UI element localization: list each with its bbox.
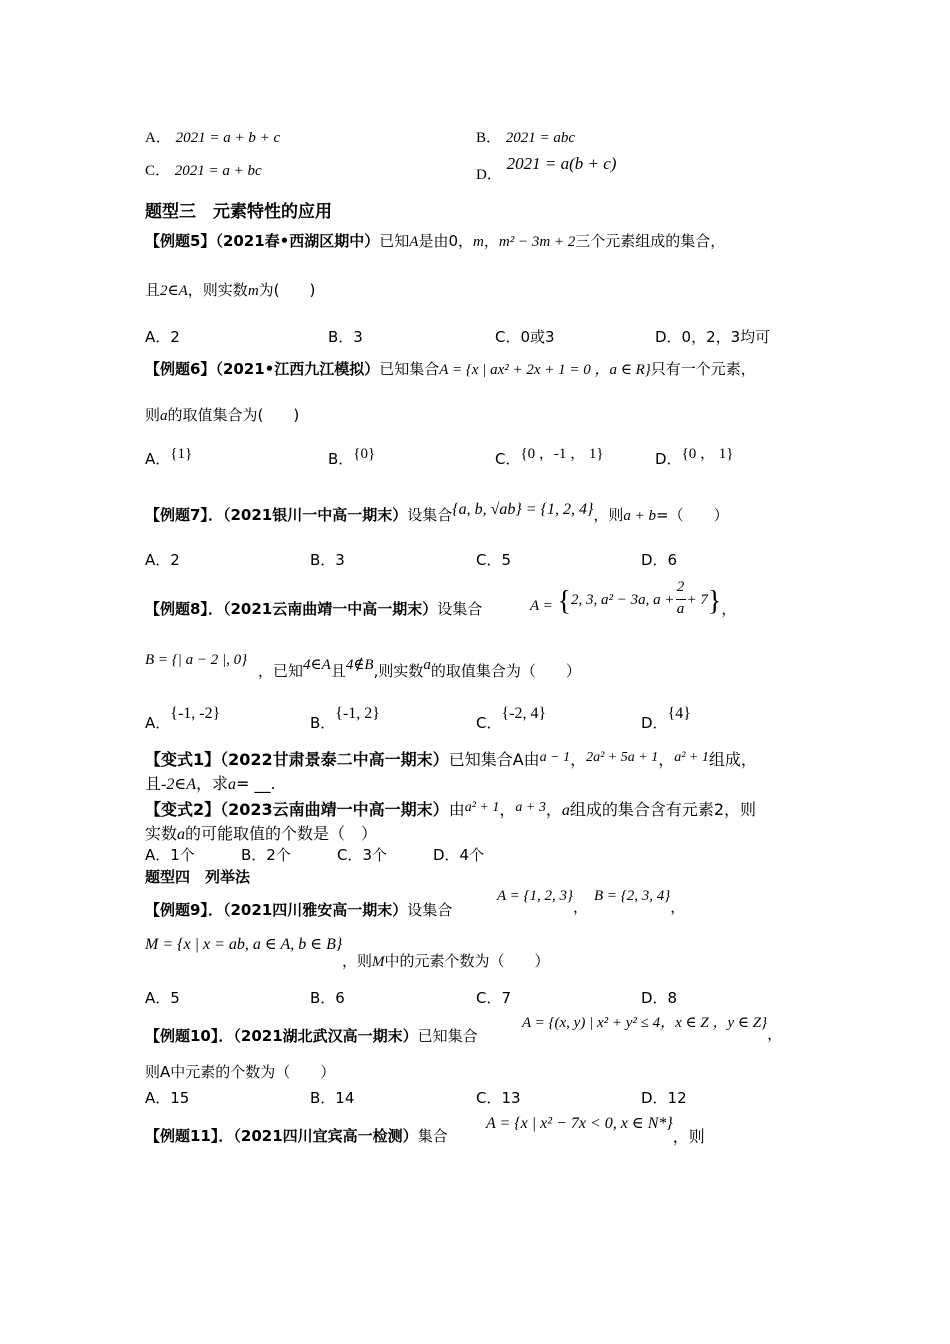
example-10-option-c: C．13 (476, 1089, 521, 1107)
example-8-l2d: 4∉B (345, 657, 374, 673)
variant-2-option-b: B．2个 (241, 846, 291, 864)
variant-2-option-c: C．3个 (337, 846, 388, 864)
example-9-comma2: ， (670, 898, 686, 916)
example-5-expr: m² − 3m + 2 (498, 234, 576, 250)
variant-1-l2a: 且 (145, 774, 162, 793)
example-5-l2b: 2∈A (160, 283, 188, 299)
example-11-text1: 集合 (417, 1127, 448, 1145)
example-6-line1 (145, 362, 756, 378)
variant-2-option-d: D．4个 (433, 846, 485, 864)
example-8-l2g: 的取值集合为（ ） (430, 662, 581, 680)
variant-1-l2e: = __. (235, 774, 276, 793)
example-8-line1 (145, 602, 482, 617)
variant-2-l2a: 实数 (145, 824, 178, 843)
example-8-option-a-val: {-1, -2} (170, 705, 221, 722)
example-8-l2c: 且 (330, 662, 346, 680)
example-7-source: （2021银川一中高一期末） (222, 506, 408, 524)
example-5-option-c: C．0或3 (495, 328, 555, 346)
variant-2-text1: 由 (448, 800, 465, 819)
example-9-comma1: ， (573, 898, 589, 916)
example-8-option-d-label: D． (641, 714, 668, 732)
example-9-set-m-expr: M = {x | x = ab, a ∈ A, b ∈ B} (145, 936, 343, 953)
example-9-l2a: ，则 (342, 952, 373, 970)
variant-2-text2: 组成的集合含有元素2，则 (569, 800, 757, 819)
example-8-source: （2021云南曲靖一中高一期末） (222, 600, 438, 618)
option-d-label: D． (476, 167, 502, 183)
example-10-option-b: B．14 (310, 1089, 355, 1107)
example-8-frac-num: 2 (676, 579, 685, 595)
example-6-option-c (495, 446, 604, 468)
option-b-label: B． (476, 130, 502, 146)
example-5-option-b: B．3 (328, 328, 363, 346)
example-6-set: A = {x | ax² + 2x + 1 = 0 ，a ∈ R} (439, 362, 651, 378)
example-5-text1: 已知 (379, 232, 410, 250)
example-5-l2e: 为( ) (258, 281, 316, 299)
example-9-option-c: C．7 (476, 989, 512, 1007)
example-6-option-d-label: D． (655, 450, 682, 468)
example-8-option-a (145, 705, 221, 732)
example-6-option-a (145, 446, 193, 468)
example-8-option-d (641, 705, 691, 732)
example-8-l2e: ,则实数 (373, 662, 424, 680)
example-10-dot: ． (218, 1027, 234, 1045)
example-10-set (522, 1015, 783, 1043)
example-6-option-c-label: C． (495, 450, 521, 468)
example-8-l2b: 4∈A (303, 657, 331, 673)
example-7-text1: 设集合 (407, 506, 453, 524)
section-4-title: 题型四 列举法 (145, 868, 251, 886)
example-6-l2a: 则 (145, 406, 161, 424)
example-10-option-d: D．12 (641, 1089, 687, 1107)
example-11-set-expr: A = {x | x² − 7x < 0, x ∈ N*} (486, 1115, 673, 1132)
example-6-option-a-label: A． (145, 450, 171, 468)
example-6-tag: 【例题6】 (145, 360, 216, 378)
example-9-set-b (594, 888, 686, 916)
example-5-l2d: m (247, 283, 259, 299)
variant-2-line2 (145, 826, 377, 843)
example-7-option-d: D．6 (641, 551, 678, 569)
example-7-text2: ，则 (593, 506, 624, 524)
example-5-l2a: 且 (145, 281, 161, 299)
example-8-l2a: ，已知 (258, 662, 304, 680)
example-10-line1 (145, 1029, 478, 1044)
example-5-text2: 是由0， (418, 232, 474, 250)
variant-2-expr2: a + 3 (515, 800, 546, 815)
variant-1-comma1: ， (570, 750, 587, 769)
example-5-source: （2021春•西湖区期中） (215, 232, 380, 250)
option-b (476, 130, 575, 146)
example-8-line2 (258, 657, 581, 680)
section-3-title: 题型三 元素特性的应用 (145, 202, 332, 222)
example-7-tag: 【例题7】 (145, 506, 208, 524)
variant-2-l2c: 的可能取值的个数是（ ） (185, 824, 378, 843)
example-11-text2: ，则 (672, 1127, 705, 1146)
example-8-set-a-tail: + 7 (686, 592, 708, 608)
variant-2-tag: 【变式2】 (145, 800, 221, 819)
option-c-expr: 2021 = a + bc (174, 163, 262, 179)
variant-1-expr2: 2a² + 5a + 1 (586, 750, 659, 765)
example-8-frac-bar (676, 599, 686, 600)
example-8-option-a-label: A． (145, 714, 171, 732)
example-9-line1 (145, 903, 452, 918)
option-c (145, 163, 262, 179)
example-8-option-c-val: {-2, 4} (501, 705, 547, 722)
example-10-comma: ， (767, 1025, 783, 1043)
example-9-option-b: B．6 (310, 989, 345, 1007)
example-11-source: （2021四川宜宾高一检测） (233, 1127, 418, 1145)
example-6-option-b-label: B． (328, 450, 354, 468)
example-8-set-b (145, 652, 247, 668)
example-10-text1: 已知集合 (417, 1027, 478, 1045)
example-5-set-a: A (409, 234, 419, 250)
example-7-option-c: C．5 (476, 551, 512, 569)
example-6-option-d-val: {0 ， 1} (681, 446, 734, 462)
example-8-option-b-val: {-1, 2} (335, 705, 380, 722)
example-9-tag: 【例题9】 (145, 901, 208, 919)
variant-1-expr3: a² + 1 (674, 750, 709, 765)
variant-1-source: （2022甘肃景泰二中高一期末） (220, 750, 449, 769)
example-7-line1 (145, 501, 729, 524)
example-10-tag: 【例题10】 (145, 1027, 219, 1045)
example-9-set-b-expr: B = {2, 3, 4} (594, 888, 671, 904)
example-5-option-a: A．2 (145, 328, 180, 346)
option-c-label: C． (145, 163, 171, 179)
variant-1-l2d: a (227, 776, 236, 793)
example-9-l2c: 中的元素个数为（ ） (384, 952, 550, 970)
variant-2-comma2: ， (545, 800, 562, 819)
example-8-option-b-label: B． (310, 714, 336, 732)
example-9-text1: 设集合 (407, 901, 453, 919)
example-6-option-c-val: {0 ，-1 ， 1} (520, 446, 604, 462)
example-7-dot: ． (207, 506, 223, 524)
example-5-text3: ， (483, 232, 499, 250)
variant-2-option-a: A．1个 (145, 846, 195, 864)
variant-2-expr3: a (561, 802, 570, 819)
option-d (476, 154, 617, 183)
variant-2-comma1: ， (499, 800, 516, 819)
example-6-option-d (655, 446, 734, 468)
variant-1-comma2: ， (658, 750, 675, 769)
example-8-frac-den: a (676, 601, 685, 617)
example-11-dot: ． (218, 1127, 234, 1145)
option-a (145, 130, 280, 146)
example-9-option-d: D．8 (641, 989, 678, 1007)
example-5-line1 (145, 234, 725, 250)
example-6-option-b-val: {0} (353, 446, 376, 462)
example-9-dot: ． (207, 901, 223, 919)
example-9-set-m (145, 936, 342, 953)
variant-2-expr1: a² + 1 (464, 800, 500, 815)
example-10-source: （2021湖北武汉高一期末） (233, 1027, 418, 1045)
variant-1-line1 (145, 752, 757, 769)
example-7-expr: a + b (623, 508, 657, 524)
example-8-fraction (675, 579, 687, 622)
example-10-line2: 则A中元素的个数为（ ） (145, 1063, 336, 1081)
example-11-line1 (145, 1129, 448, 1144)
example-8-comma: ， (721, 600, 737, 618)
example-9-l2b: M (372, 954, 385, 970)
option-a-expr: 2021 = a + b + c (175, 130, 281, 146)
example-8-set-a-pre: A = (530, 598, 553, 614)
example-6-option-a-val: {1} (170, 446, 193, 462)
example-9-source: （2021四川雅安高一期末） (222, 901, 408, 919)
example-8-dot: ． (207, 600, 223, 618)
example-8-left-brace: { (557, 586, 571, 617)
variant-1-tag: 【变式1】 (145, 750, 221, 769)
variant-1-text2: 组成， (708, 750, 757, 769)
example-8-text1: 设集合 (437, 600, 483, 618)
example-6-text1: 已知集合 (379, 360, 440, 378)
variant-2-source: （2023云南曲靖一中高一期末） (220, 800, 449, 819)
example-8-set-b-expr: B = {| a − 2 |, 0} (145, 652, 248, 668)
example-6-source: （2021•江西九江模拟） (215, 360, 380, 378)
example-8-set-a (530, 579, 737, 622)
example-10-option-a: A．15 (145, 1089, 190, 1107)
variant-2-l2b: a (177, 826, 186, 843)
example-8-option-c-label: C． (476, 714, 502, 732)
example-7-option-b: B．3 (310, 551, 345, 569)
example-11-tag: 【例题11】 (145, 1127, 219, 1145)
example-11-set (486, 1115, 705, 1146)
example-10-set-expr: A = {(x, y) | x² + y² ≤ 4，x ∈ Z ，y ∈ Z} (522, 1015, 768, 1031)
example-6-line2 (145, 408, 299, 424)
option-b-expr: 2021 = abc (505, 130, 576, 146)
example-9-set-a-expr: A = {1, 2, 3} (497, 888, 574, 904)
example-6-text2: 只有一个元素， (650, 360, 756, 378)
example-8-option-d-val: {4} (667, 705, 691, 722)
example-6-option-b (328, 446, 376, 468)
example-9-set-a (497, 888, 589, 916)
variant-2-line1 (145, 802, 756, 819)
example-8-right-brace: } (707, 586, 722, 617)
example-5-l2c: ，则实数 (187, 281, 248, 299)
example-6-l2c: 的取值集合为( ) (167, 406, 300, 424)
example-5-text4: 三个元素组成的集合， (575, 232, 726, 250)
example-5-line2 (145, 283, 315, 299)
example-7-set: {a, b, √ab} = {1, 2, 4} (452, 501, 594, 518)
example-5-m: m (473, 234, 484, 250)
example-9-line2 (342, 954, 550, 970)
example-5-option-d: D．0，2，3均可 (655, 328, 771, 346)
example-7-option-a: A．2 (145, 551, 180, 569)
example-8-tag: 【例题8】 (145, 600, 208, 618)
example-8-option-c (476, 705, 547, 732)
variant-1-line2 (145, 776, 276, 793)
variant-1-l2b: -2∈A (161, 776, 196, 793)
example-8-l2f: a (423, 657, 431, 673)
option-a-label: A． (145, 130, 171, 146)
example-6-l2b: a (160, 408, 168, 424)
variant-1-l2c: ，求 (195, 774, 228, 793)
example-8-set-a-body: 2, 3, a² − 3a, a + (571, 592, 675, 608)
example-9-option-a: A．5 (145, 989, 180, 1007)
option-d-expr: 2021 = a(b + c) (506, 154, 617, 173)
example-5-tag: 【例题5】 (145, 232, 216, 250)
example-8-option-b (310, 705, 380, 732)
example-7-text3: =（ ） (656, 506, 729, 524)
variant-1-text1: 已知集合A由 (448, 750, 540, 769)
variant-1-expr1: a − 1 (539, 750, 571, 765)
